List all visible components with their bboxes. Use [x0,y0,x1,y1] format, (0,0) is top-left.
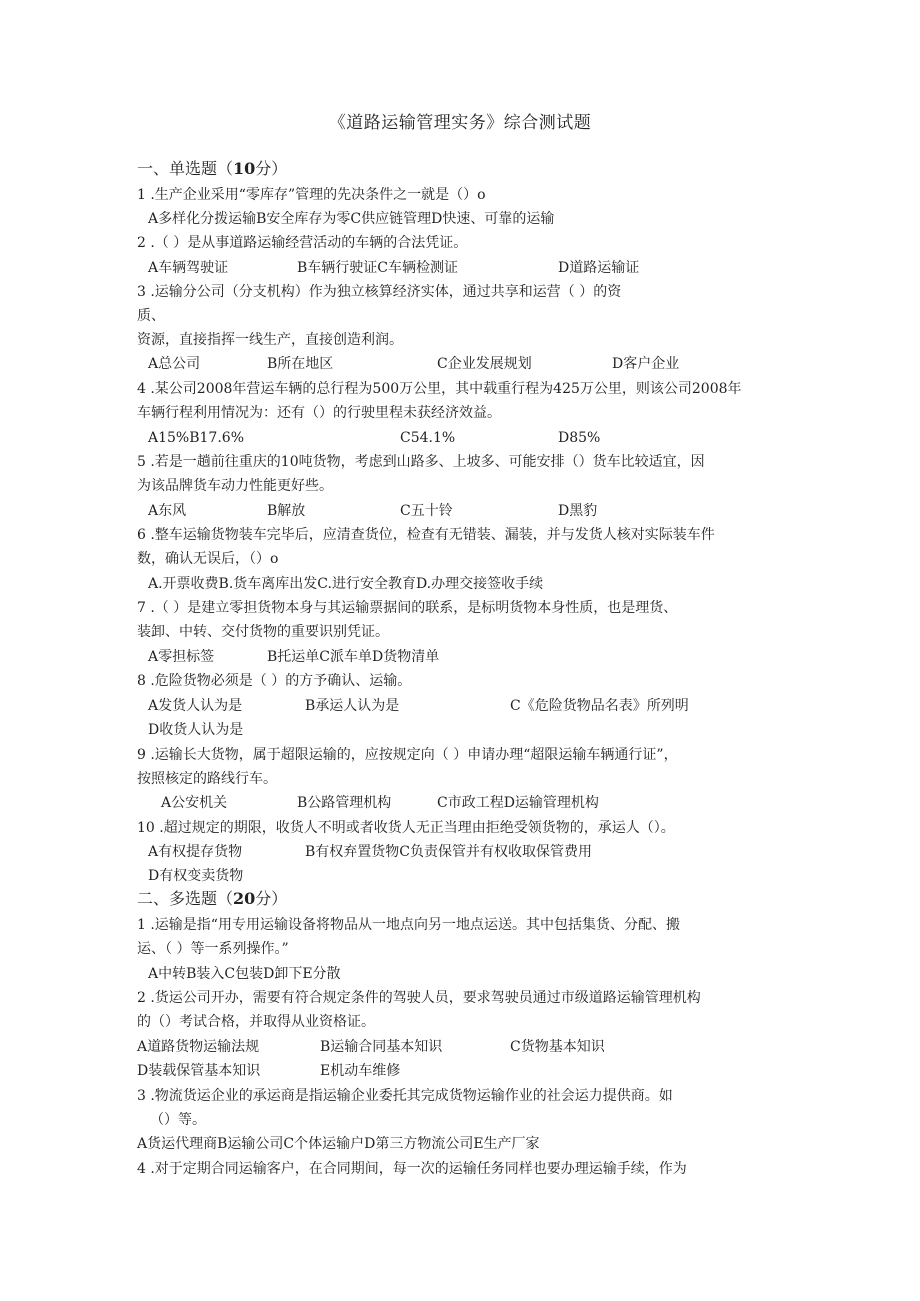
question-7-option-bcd: B托运单C派车单D货物清单 [267,649,440,665]
multi-question-3-options: A货运代理商B运输公司C个体运输户D第三方物流公司E生产厂家 [137,1136,540,1152]
question-4-option-d: D85% [558,430,601,446]
question-3-continuation-2: 资源，直接指挥一线生产，直接创造利润。 [137,332,403,348]
multi-question-2-option-d: D装载保管基本知识 [137,1063,261,1079]
section-heading-single-choice [137,160,287,178]
question-9-option-b: B公路管理机构 [297,795,392,811]
question-5-continuation: 为该品牌货车动力性能更好些。 [137,478,333,494]
multi-question-2-option-a: A道路货物运输法规 [137,1039,260,1055]
question-8-option-a: A发货人认为是 [148,698,243,714]
multi-question-2-stem: 2 .货运公司开办，需要有符合规定条件的驾驶人员，要求驾驶员通过市级道路运输管理机构 [137,990,701,1006]
section-heading-multiple-choice [137,890,287,908]
section-points: 10 [233,159,256,178]
multi-question-3-stem: 3 .物流货运企业的承运商是指运输企业委托其完成货物运输作业的社会运力提供商。如 [137,1088,673,1104]
question-5-option-d: D黑豹 [558,503,598,519]
question-4-option-ab: A15%B17.6% [148,430,244,446]
multi-question-3-continuation: （）等。 [150,1112,206,1128]
document-title: 《道路运输管理实务》综合测试题 [328,113,592,133]
question-9-option-a: A公安机关 [161,795,228,811]
question-3-option-a: A总公司 [148,356,201,372]
multi-question-2-option-b: B运输合同基本知识 [320,1039,443,1055]
question-1-options: A多样化分拨运输B安全库存为零C供应链管理D快速、可靠的运输 [148,211,555,227]
question-3-option-b: B所在地区 [267,356,334,372]
section-heading-text: 一、单选题（ [137,159,234,178]
question-5-option-c: C五十铃 [400,503,453,519]
question-1-stem: 1 .生产企业采用“零库存”管理的先决条件之一就是（）o [137,187,486,203]
question-7-stem: 7 .（ ）是建立零担货物本身与其运输票据间的联系，是标明货物本身性质，也是理货、 [137,600,678,616]
question-6-options: A.开票收费B.货车离库出发C.进行安全教育D.办理交接签收手续 [148,576,544,592]
question-4-stem: 4 .某公司2008年营运车辆的总行程为500万公里，其中载重行程为425万公里，则该公司2008年 [137,381,742,397]
question-8-stem: 8 .危险货物必须是（ ）的方予确认、运输。 [137,673,412,689]
question-8-option-b: B承运人认为是 [305,698,400,714]
question-8-option-d: D收货人认为是 [148,722,244,738]
section-heading-suffix: 分） [255,159,288,178]
question-2-option-a: A车辆驾驶证 [148,260,229,276]
question-3-option-d: D客户企业 [612,356,680,372]
multi-question-2-option-c: C货物基本知识 [510,1039,605,1055]
section-heading-text: 二、多选题（ [137,889,234,908]
multi-question-1-stem: 1 .运输是指“用专用运输设备将物品从一地点向另一地点运送。其中包括集货、分配、搬 [137,917,680,933]
question-5-option-a: A东风 [148,503,187,519]
question-7-continuation: 装卸、中转、交付货物的重要识别凭证。 [137,624,389,640]
question-5-option-b: B解放 [267,503,306,519]
question-9-stem: 9 .运输长大货物，属于超限运输的，应按规定向（ ）申请办理“超限运输车辆通行证”， [137,747,678,763]
question-2-stem: 2 .（ ）是从事道路运输经营活动的车辆的合法凭证。 [137,235,468,251]
section-heading-suffix: 分） [255,889,288,908]
question-3-option-c: C企业发展规划 [437,356,532,372]
question-3-stem: 3 .运输分公司（分支机构）作为独立核算经济实体，通过共享和运营（ ）的资 [137,284,622,300]
question-3-continuation-1: 质、 [137,308,165,324]
question-2-option-d: D道路运输证 [558,260,640,276]
question-2-option-bc: B车辆行驶证C车辆检测证 [297,260,458,276]
question-10-option-bc: B有权弃置货物C负责保管并有权收取保管费用 [305,844,592,860]
question-4-continuation: 车辆行程利用情况为：还有（）的行驶里程未获经济效益。 [137,405,501,421]
question-7-option-a: A零担标签 [148,649,215,665]
question-9-option-cd: C市政工程D运输管理机构 [437,795,599,811]
question-5-stem: 5 .若是一趟前往重庆的10吨货物，考虑到山路多、上坡多、可能安排（）货车比较适宜，因 [137,454,705,470]
question-10-option-a: A有权提存货物 [148,844,243,860]
multi-question-2-option-e: E机动车维修 [320,1063,401,1079]
question-4-option-c: C54.1% [400,430,456,446]
question-9-continuation: 按照核定的路线行车。 [137,771,277,787]
question-10-stem: 10 .超过规定的期限，收货人不明或者收货人无正当理由拒绝受领货物的，承运人（）。 [137,820,675,836]
multi-question-1-options: A中转B装入C包装D卸下E分散 [148,966,341,982]
multi-question-4-stem: 4 .对于定期合同运输客户，在合同期间，每一次的运输任务同样也要办理运输手续，作为 [137,1161,687,1177]
question-6-continuation: 数，确认无误后，（）o [137,551,279,567]
multi-question-1-continuation: 运、（ ）等一系列操作。” [137,941,289,957]
question-6-stem: 6 .整车运输货物装车完毕后，应清查货位，检查有无错装、漏装，并与发货人核对实际装车件 [137,527,715,543]
section-points: 20 [233,889,256,908]
question-10-option-d: D有权变卖货物 [148,868,244,884]
multi-question-2-continuation: 的（）考试合格，并取得从业资格证。 [137,1014,375,1030]
question-8-option-c: C《危险货物品名表》所列明 [510,698,689,714]
